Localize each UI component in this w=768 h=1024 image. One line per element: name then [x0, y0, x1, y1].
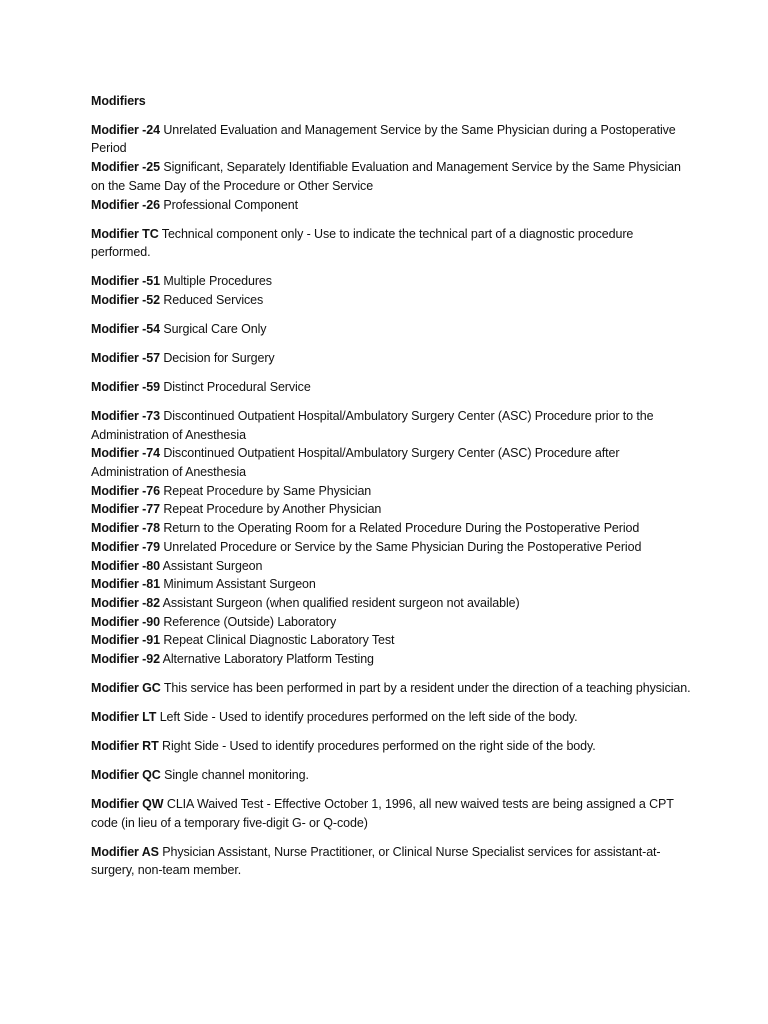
modifier-group: [91, 708, 691, 727]
modifier-description: This service has been performed in part by a resident under the direction of a teaching physician.: [160, 681, 691, 696]
modifier-code: Modifier -78: [91, 521, 160, 536]
modifier-group: [91, 679, 691, 698]
modifier-description: Assistant Surgeon: [159, 558, 263, 573]
modifier-description: Left Side - Used to identify procedures performed on the left side of the body.: [156, 710, 578, 725]
modifier-description: Significant, Separately Identifiable Evaluation and Management Service by the Same Physician on the Same Day of the Procedure or Other Service: [91, 160, 681, 193]
modifier-entry: [91, 766, 691, 785]
modifier-description: Unrelated Procedure or Service by the Same Physician During the Postoperative Period: [159, 539, 642, 554]
modifier-code: Modifier -76: [91, 483, 160, 498]
modifier-entry: [91, 737, 691, 756]
modifier-description: Multiple Procedures: [159, 274, 272, 289]
modifier-entry: [91, 121, 691, 158]
modifier-code: Modifier QC: [91, 768, 161, 783]
modifier-entry: [91, 795, 691, 832]
modifier-description: Discontinued Outpatient Hospital/Ambulatory Surgery Center (ASC) Procedure prior to the Administration of Anesthesia: [91, 408, 654, 442]
modifier-description: Distinct Procedural Service: [159, 379, 311, 394]
modifier-entry: [91, 378, 691, 397]
modifier-group: [91, 272, 691, 309]
modifier-description: Reference (Outside) Laboratory: [159, 614, 337, 629]
modifier-entry: [91, 291, 691, 310]
modifier-group: [91, 407, 691, 669]
modifier-description: Right Side - Used to identify procedures performed on the right side of the body.: [158, 739, 596, 754]
modifier-group: [91, 225, 691, 262]
modifier-entry: [91, 272, 691, 291]
modifier-code: Modifier -74: [91, 446, 160, 461]
modifier-entry: [91, 557, 691, 576]
document-title: Modifiers: [91, 94, 146, 108]
modifier-entry: [91, 708, 691, 727]
modifier-code: Modifier -26: [91, 197, 160, 212]
modifier-description: Decision for Surgery: [159, 350, 275, 365]
modifier-entry: [91, 482, 691, 501]
modifier-code: Modifier TC: [91, 226, 159, 241]
modifier-code: Modifier -92: [91, 652, 160, 667]
modifier-list: [91, 121, 691, 880]
modifier-code: Modifier -82: [91, 595, 160, 610]
modifier-description: Single channel monitoring.: [160, 768, 309, 783]
modifier-code: Modifier QW: [91, 797, 164, 812]
modifier-code: Modifier -25: [91, 160, 160, 175]
modifier-entry: [91, 158, 691, 195]
modifier-description: CLIA Waived Test - Effective October 1, 1996, all new waived tests are being assigned a CPT code (in lieu of a temporary five-digit G- or Q-code): [91, 797, 674, 830]
modifier-description: Physician Assistant, Nurse Practitioner, or Clinical Nurse Specialist services for assistant-at-surgery, non-team member.: [91, 844, 661, 878]
modifier-entry: [91, 843, 691, 880]
modifier-code: Modifier GC: [91, 681, 161, 696]
modifier-group: [91, 795, 691, 832]
modifier-description: Alternative Laboratory Platform Testing: [159, 652, 374, 667]
modifier-group: [91, 843, 691, 880]
modifier-code: Modifier -52: [91, 292, 160, 307]
modifier-group: [91, 121, 691, 215]
modifier-code: Modifier -79: [91, 539, 160, 554]
modifier-entry: [91, 196, 691, 215]
modifier-entry: [91, 225, 691, 262]
modifier-description: Repeat Procedure by Same Physician: [159, 483, 372, 498]
modifier-group: [91, 378, 691, 397]
modifier-code: Modifier -24: [91, 122, 160, 137]
modifier-entry: [91, 594, 691, 613]
modifier-group: [91, 766, 691, 785]
modifier-entry: [91, 444, 691, 481]
modifier-entry: [91, 631, 691, 650]
modifier-code: Modifier LT: [91, 710, 157, 725]
modifier-code: Modifier AS: [91, 844, 159, 859]
modifier-code: Modifier -54: [91, 321, 160, 336]
modifier-description: Technical component only - Use to indicate the technical part of a diagnostic procedure performed.: [91, 226, 634, 260]
modifier-entry: [91, 613, 691, 632]
modifier-code: Modifier -90: [91, 614, 160, 629]
modifier-description: Reduced Services: [159, 292, 264, 307]
modifier-entry: [91, 538, 691, 557]
modifier-code: Modifier RT: [91, 739, 159, 754]
modifier-description: Minimum Assistant Surgeon: [159, 577, 316, 592]
modifier-entry: [91, 407, 691, 444]
modifier-entry: [91, 500, 691, 519]
modifier-entry: [91, 349, 691, 368]
modifier-description: Assistant Surgeon (when qualified resident surgeon not available): [159, 595, 520, 610]
modifier-entry: [91, 519, 691, 538]
modifier-code: Modifier -59: [91, 379, 160, 394]
modifier-code: Modifier -51: [91, 274, 160, 289]
document-page: [91, 92, 691, 890]
modifier-description: Professional Component: [159, 197, 299, 212]
modifier-code: Modifier -80: [91, 558, 160, 573]
modifier-entry: [91, 650, 691, 669]
modifier-group: [91, 737, 691, 756]
modifier-description: Surgical Care Only: [159, 321, 267, 336]
modifier-description: Return to the Operating Room for a Related Procedure During the Postoperative Period: [159, 521, 640, 536]
modifier-description: Discontinued Outpatient Hospital/Ambulatory Surgery Center (ASC) Procedure after Administration of Anesthesia: [91, 446, 620, 480]
modifier-code: Modifier -81: [91, 577, 160, 592]
modifier-code: Modifier -77: [91, 502, 160, 517]
modifier-code: Modifier -73: [91, 408, 160, 423]
modifier-entry: [91, 575, 691, 594]
modifier-group: [91, 320, 691, 339]
modifier-group: [91, 349, 691, 368]
modifier-description: Unrelated Evaluation and Management Service by the Same Physician during a Postoperative Period: [91, 122, 676, 156]
modifier-description: Repeat Clinical Diagnostic Laboratory Test: [159, 633, 395, 648]
modifier-code: Modifier -57: [91, 350, 160, 365]
modifier-description: Repeat Procedure by Another Physician: [159, 502, 382, 517]
modifier-entry: [91, 320, 691, 339]
modifier-code: Modifier -91: [91, 633, 160, 648]
modifier-entry: [91, 679, 691, 698]
